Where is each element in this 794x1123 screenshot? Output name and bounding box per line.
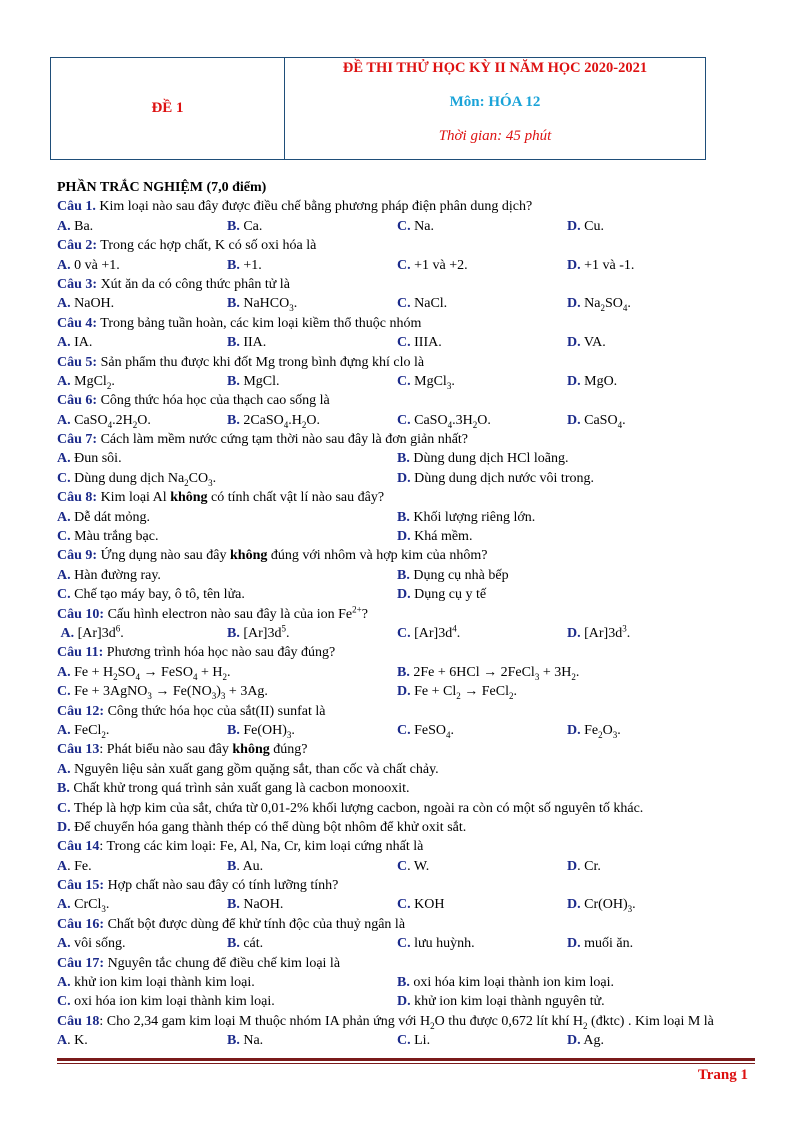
- options-9b: C. Chế tạo máy bay, ô tô, tên lửa. D. Dụng cụ y tế: [57, 587, 487, 603]
- question-5: Câu 5: Sản phẩm thu được khi đốt Mg trong bình đựng khí clo là: [57, 354, 425, 370]
- exam-title: ĐỀ THI THỬ HỌC KỲ II NĂM HỌC 2020-2021: [342, 60, 648, 76]
- option-13a: A. Nguyên liệu sản xuất gang gồm quặng sắt, than cốc và chất chảy.: [57, 761, 439, 777]
- footer-rule-thin: [57, 1063, 755, 1064]
- footer-rule-thick: [57, 1058, 755, 1061]
- question-13: Câu 13: Phát biểu nào sau đây không đúng?: [57, 742, 308, 758]
- options-8b: C. Màu trắng bạc. D. Khá mềm.: [57, 529, 473, 545]
- options-17b: C. oxi hóa ion kim loại thành kim loại. D. khử ion kim loại thành nguyên tử.: [57, 994, 605, 1010]
- options-8a: A. Dễ dát mỏng. B. Khối lượng riêng lớn.: [57, 509, 536, 525]
- exam-info-cell: [285, 58, 705, 159]
- options-18: A. K. B. Na. C. Li. D. Ag.: [57, 1033, 604, 1049]
- exam-code: ĐỀ 1: [151, 100, 184, 116]
- exam-code-cell: [51, 58, 285, 159]
- question-14: Câu 14: Trong các kim loại: Fe, Al, Na, Cr, kim loại cứng nhất là: [57, 839, 424, 855]
- option-13b: B. Chất khử trong quá trình sản xuất gang là cacbon monooxit.: [57, 781, 410, 797]
- section-title: PHẦN TRẮC NGHIỆM (7,0 điểm): [57, 180, 267, 195]
- options-11b: C. Fe + 3AgNO$_3$ → $Fe(NO_3)_3 + 3Ag$. D. $Fe + Cl_2$ → FeCl$_2$.: [57, 684, 517, 701]
- options-17a: A. khử ion kim loại thành kim loại. B. oxi hóa kim loại thành ion kim loại.: [57, 975, 614, 991]
- question-12: Câu 12: Công thức hóa học của sắt(II) sunfat là: [57, 703, 326, 719]
- options-10: A. $[Ar]3d^6$. B. $[Ar]3d^5$. C. $[Ar]3d^4$. D. $[Ar]3d^3$.: [60, 623, 631, 641]
- question-6: Câu 6: Công thức hóa học của thạch cao sống là: [57, 393, 330, 409]
- exam-subject: Môn: HÓA 12: [449, 94, 541, 110]
- options-9a: A. Hàn đường ray. B. Dụng cụ nhà bếp: [57, 567, 509, 583]
- options-3: A. NaOH. B. NaHCO$_3$. C. NaCl. D. $Na_2SO_4$.: [57, 296, 631, 314]
- question-7: Câu 7: Cách làm mềm nước cứng tạm thời nào sau đây là đơn giản nhất?: [57, 432, 469, 448]
- options-16: A. vôi sống. B. cát. C. lưu huỳnh. D. muối ăn.: [57, 936, 634, 952]
- question-4: Câu 4: Trong bảng tuần hoàn, các kim loại kiềm thổ thuộc nhóm: [57, 315, 422, 331]
- options-1: A. Ba. B. Ca. C. Na. D. Cu.: [57, 218, 604, 234]
- question-2: Câu 2: Trong các hợp chất, K có số oxi hóa là: [57, 238, 317, 254]
- options-2: A. 0 và +1. B. +1. C. +1 và +2. D. +1 và -1.: [57, 257, 635, 273]
- options-4: A. IA. B. IIA. C. IIIA. D. VA.: [57, 335, 606, 351]
- exam-time: Thời gian: 45 phút: [438, 128, 552, 144]
- options-12: A. FeCl$_2$. B. $Fe(OH)_3$. C. FeSO$_4$. D. $Fe_2O_3$.: [57, 722, 621, 740]
- question-10: Câu 10: Cấu hình electron nào sau đây là của ion $Fe^{2+}$?: [57, 603, 368, 622]
- page-number: Trang 1: [697, 1067, 748, 1083]
- options-11a: A. $Fe + H_2SO_4$ → FeSO$_4$ + $H_2$. B. 2Fe + 6HCl → 2FeCl$_3$ + $3H_2$.: [57, 664, 580, 682]
- option-13d: D. Để chuyển hóa gang thành thép có thể dùng bột nhôm để khử oxit sắt.: [57, 819, 467, 835]
- question-15: Câu 15: Hợp chất nào sau đây có tính lưỡng tính?: [57, 878, 339, 894]
- option-13c: C. Thép là hợp kim của sắt, chứa từ 0,01-2% khối lượng cacbon, ngoài ra còn có một số nguyên tố khác.: [57, 800, 644, 816]
- question-9: Câu 9: Ứng dụng nào sau đây không đúng với nhôm và hợp kim của nhôm?: [57, 548, 488, 564]
- question-11: Câu 11: Phương trình hóa học nào sau đây đúng?: [57, 645, 336, 661]
- options-15: A. CrCl$_3$. B. NaOH. C. KOH D. $Cr(OH)_3$.: [57, 897, 636, 915]
- options-7b: C. Dùng dung dịch $Na_2CO_3$. D. Dùng dung dịch nước vôi trong.: [57, 470, 594, 488]
- question-16: Câu 16: Chất bột được dùng để khử tính độc của thuỷ ngân là: [57, 916, 406, 932]
- options-7a: A. Đun sôi. B. Dùng dung dịch HCl loãng.: [57, 451, 569, 467]
- exam-header: [50, 57, 706, 160]
- options-14: A. Fe. B. Au. C. W. D. Cr.: [57, 858, 601, 874]
- question-8: Câu 8: Kim loại Al không có tính chất vật lí nào sau đây?: [57, 490, 385, 506]
- question-3: Câu 3: Xút ăn da có công thức phân tử là: [57, 276, 290, 292]
- question-1: Câu 1. Kim loại nào sau đây được điều chế bằng phương pháp điện phân dung dịch?: [57, 199, 533, 215]
- options-6: A. $CaSO_4.2H_2O$. B. $2CaSO_4.H_2O$. C. $CaSO_4.3H_2O$. D. CaSO$_4$.: [57, 412, 626, 430]
- question-17: Câu 17: Nguyên tắc chung để điều chế kim loại là: [57, 955, 341, 971]
- exam-content: [57, 178, 757, 1051]
- question-18: Câu 18: Cho 2,34 gam kim loại M thuộc nhóm IA phản ứng với $H_2O$ thu được 0,672 lít khí $H_2$ (đktc) . Kim loại M là: [57, 1013, 714, 1031]
- options-5: A. MgCl$_2$. B. MgCl. C. MgCl$_3$. D. MgO.: [57, 373, 618, 391]
